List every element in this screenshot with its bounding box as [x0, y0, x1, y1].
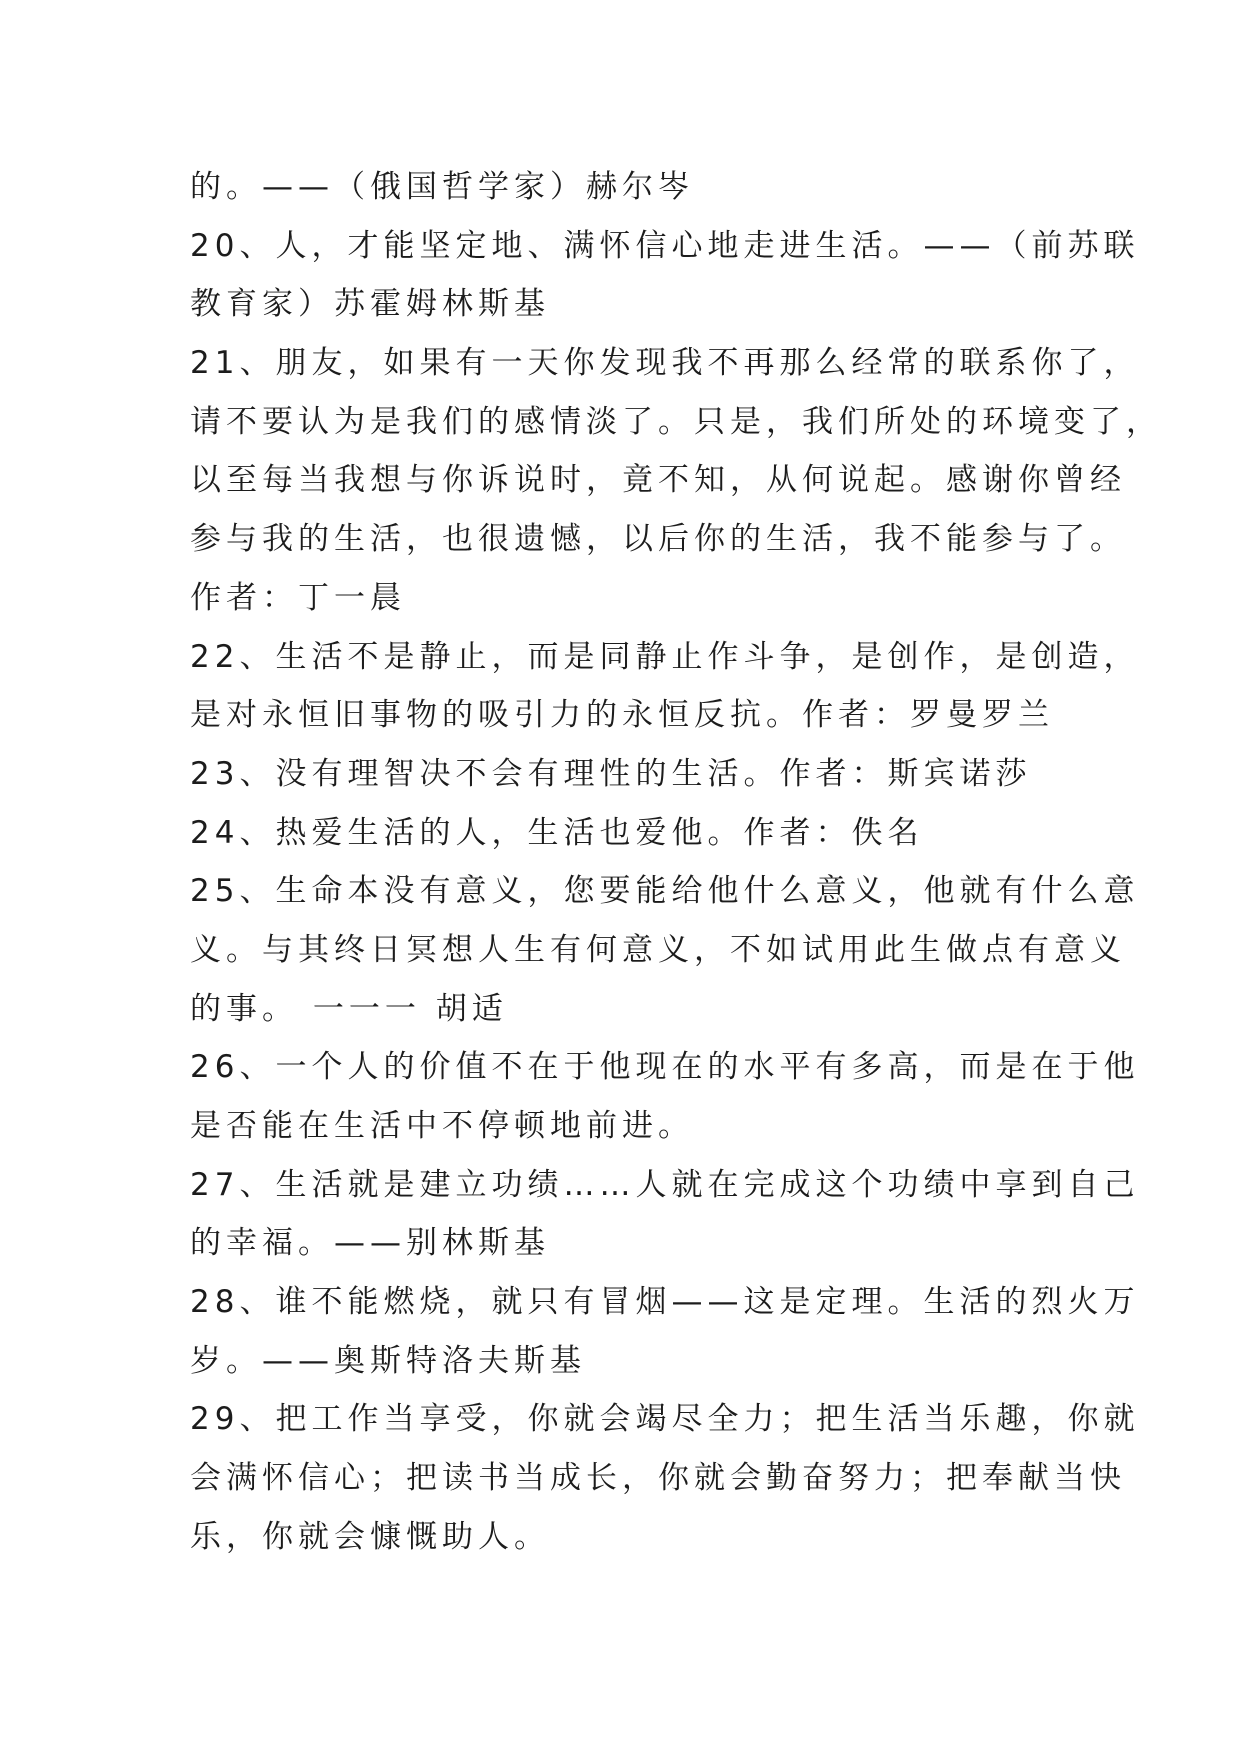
- text-line: 27、生活就是建立功绩……人就在完成这个功绩中享到自己: [190, 1166, 1140, 1203]
- text-line: 乐，你就会慷慨助人。: [190, 1518, 550, 1555]
- text-line: 28、谁不能燃烧，就只有冒烟——这是定理。生活的烈火万: [190, 1284, 1140, 1321]
- text-line: 20、人，才能坚定地、满怀信心地走进生活。——（前苏联: [190, 227, 1140, 264]
- text-line: 以至每当我想与你诉说时，竟不知，从何说起。感谢你曾经: [190, 462, 1126, 499]
- text-line: 23、没有理智决不会有理性的生活。作者：斯宾诺莎: [190, 755, 1032, 792]
- text-line: 作者：丁一晨: [190, 579, 406, 616]
- text-line: 参与我的生活，也很遗憾，以后你的生活，我不能参与了。: [190, 521, 1126, 558]
- text-line: 是对永恒旧事物的吸引力的永恒反抗。作者：罗曼罗兰: [190, 697, 1054, 734]
- text-line: 26、一个人的价值不在于他现在的水平有多高，而是在于他: [190, 1049, 1140, 1086]
- text-line: 22、生活不是静止，而是同静止作斗争，是创作，是创造，: [190, 638, 1140, 675]
- text-line: 29、把工作当享受，你就会竭尽全力；把生活当乐趣，你就: [190, 1401, 1140, 1438]
- text-line: 25、生命本没有意义，您要能给他什么意义，他就有什么意: [190, 873, 1140, 910]
- text-line: 21、朋友，如果有一天你发现我不再那么经常的联系你了，: [190, 345, 1140, 382]
- text-line: 请不要认为是我们的感情淡了。只是，我们所处的环境变了，: [190, 403, 1162, 440]
- text-line: 的幸福。——别林斯基: [190, 1225, 550, 1262]
- text-line: 义。与其终日冥想人生有何意义，不如试用此生做点有意义: [190, 931, 1126, 968]
- quote-text-block: [190, 158, 1162, 1567]
- text-line: 教育家）苏霍姆林斯基: [190, 286, 550, 323]
- text-line: 24、热爱生活的人，生活也爱他。作者：佚名: [190, 814, 924, 851]
- text-line: 的。——（俄国哲学家）赫尔岑: [190, 169, 694, 205]
- text-line: 是否能在生活中不停顿地前进。: [190, 1108, 694, 1144]
- text-line: 岁。——奥斯特洛夫斯基: [190, 1342, 586, 1379]
- text-line: 的事。 一一一 胡适: [190, 990, 508, 1027]
- text-line: 会满怀信心；把读书当成长，你就会勤奋努力；把奉献当快: [190, 1460, 1126, 1497]
